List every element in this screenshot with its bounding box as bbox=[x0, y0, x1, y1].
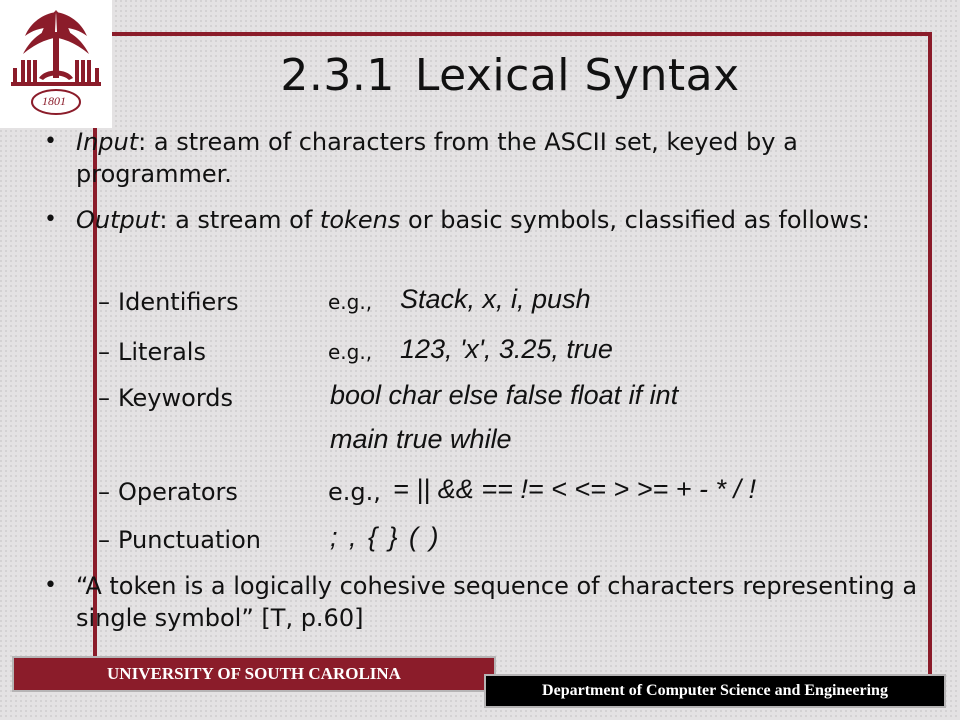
token-class-label: Operators bbox=[118, 478, 238, 506]
token-class-examples: = || && == != < <= > >= + - * / ! bbox=[393, 474, 757, 504]
sub-dash: – bbox=[98, 526, 110, 554]
title-number: 2.3.1 bbox=[280, 50, 395, 101]
bullet-dot: • bbox=[44, 129, 57, 154]
logo-year: 1801 bbox=[42, 94, 66, 108]
token-class-examples: ; , { } ( ) bbox=[330, 522, 441, 552]
bullet-input-body: : a stream of characters from the ASCII set, keyed by a programmer. bbox=[76, 128, 798, 188]
university-banner: UNIVERSITY OF SOUTH CAROLINA bbox=[12, 656, 496, 692]
token-class-examples: 123, 'x', 3.25, true bbox=[400, 334, 613, 364]
token-class-label: Keywords bbox=[118, 384, 234, 412]
bullet-output-tokens: tokens bbox=[319, 206, 401, 234]
bullet-token-definition-text: “A token is a logically cohesive sequence of characters representing a single symbol” [T, p.60] bbox=[76, 572, 918, 632]
token-class-eg: e.g., bbox=[328, 290, 373, 314]
department-banner: Department of Computer Science and Engineering bbox=[484, 674, 946, 708]
token-class-eg: e.g., bbox=[328, 340, 373, 364]
sub-dash: – bbox=[98, 478, 110, 506]
bullet-output-lead: Output bbox=[76, 206, 160, 234]
token-class-keywords-cont bbox=[98, 424, 938, 464]
title-text: Lexical Syntax bbox=[414, 50, 740, 101]
token-class-label: Literals bbox=[118, 338, 206, 366]
sub-dash: – bbox=[98, 288, 110, 316]
bullet-output-body-b: or basic symbols, classified as follows: bbox=[400, 206, 870, 234]
frame-top-border bbox=[93, 32, 932, 36]
sub-dash: – bbox=[98, 338, 110, 366]
token-class-label: Punctuation bbox=[118, 526, 261, 554]
token-class-examples: Stack, x, i, push bbox=[400, 284, 591, 314]
token-class-examples: bool char else false float if int bbox=[330, 380, 679, 410]
token-class-label: Identifiers bbox=[118, 288, 239, 316]
slide-title bbox=[150, 50, 870, 101]
bullet-input-text bbox=[76, 126, 928, 190]
university-logo bbox=[0, 0, 112, 128]
token-class-literals bbox=[98, 334, 938, 374]
token-class-operators bbox=[98, 474, 938, 514]
bullet-output-body-a: : a stream of bbox=[159, 206, 320, 234]
token-class-identifiers bbox=[98, 284, 938, 324]
token-class-eg: e.g., bbox=[328, 478, 381, 506]
token-class-punctuation bbox=[98, 522, 938, 562]
bullet-dot: • bbox=[44, 207, 57, 232]
sub-dash: – bbox=[98, 384, 110, 412]
token-class-examples-cont: main true while bbox=[330, 424, 512, 454]
bullet-input-lead: Input bbox=[76, 128, 139, 156]
bullet-output-text bbox=[76, 204, 928, 236]
bullet-dot: • bbox=[44, 573, 57, 598]
token-class-keywords bbox=[98, 380, 938, 420]
